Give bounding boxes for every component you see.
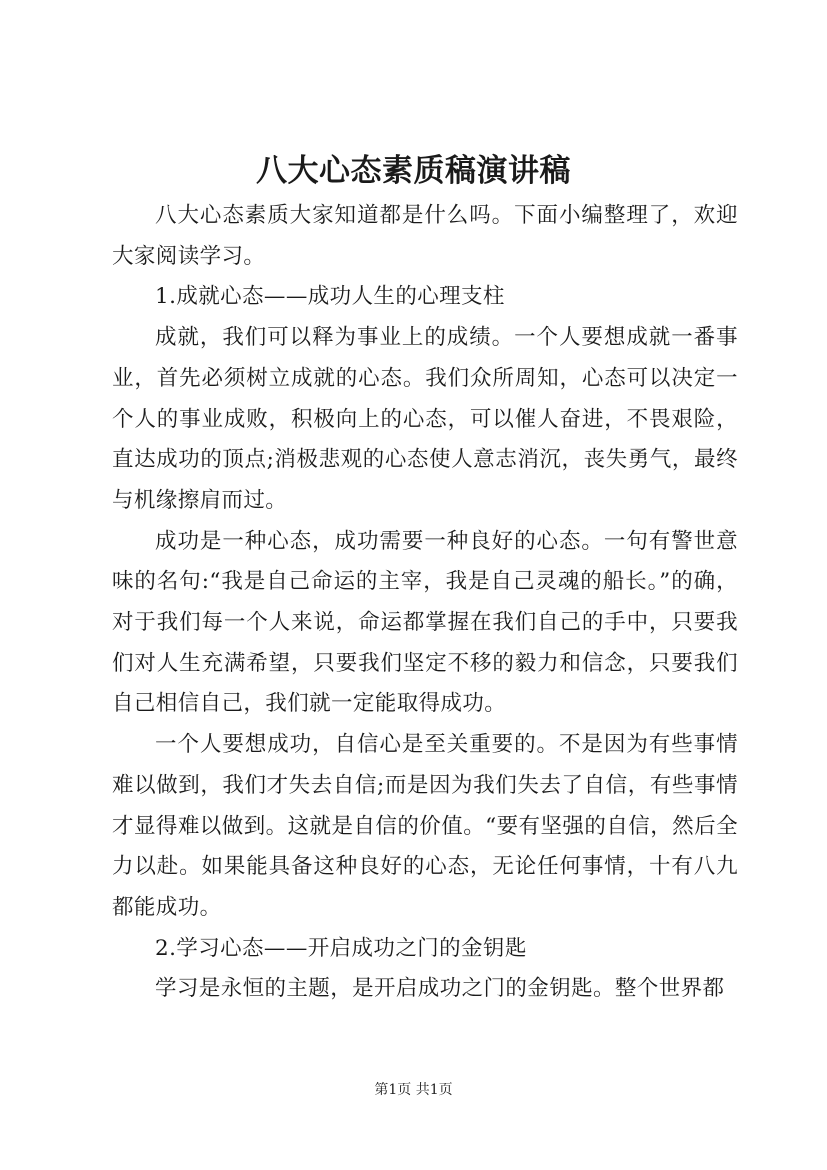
document-body <box>112 196 738 1010</box>
paragraph-achievement-2: 成功是一种心态，成功需要一种良好的心态。一句有警世意味的名句:“我是自己命运的主宰，我是自己灵魂的船长。”的确，对于我们每一个人来说，命运都掌握在我们自己的手中，只要我们对人生充满希望，只要我们坚定不移的毅力和信念，只要我们自己相信自己，我们就一定能取得成功。 <box>112 528 738 717</box>
paragraph-achievement-1: 成就，我们可以释为事业上的成绩。一个人要想成就一番事业，首先必须树立成就的心态。我们众所周知，心态可以决定一个人的事业成败，积极向上的心态，可以催人奋进，不畏艰险，直达成功的顶点;消极悲观的心态使人意志消沉，丧失勇气，最终与机缘擦肩而过。 <box>112 325 738 513</box>
document-title: 八大心态素质稿演讲稿 <box>256 153 571 189</box>
paragraph-learning-1: 学习是永恒的主题，是开启成功之门的金钥匙。整个世界都 <box>155 976 725 1002</box>
section-heading-1: 1.成就心态——成功人生的心理支柱 <box>155 284 505 310</box>
paragraph-intro: 八大心态素质大家知道都是什么吗。下面小编整理了，欢迎大家阅读学习。 <box>112 203 738 269</box>
paragraph-achievement-3: 一个人要想成功，自信心是至关重要的。不是因为有些事情难以做到，我们才失去自信;而是因为我们失去了自信，有些事情才显得难以做到。这就是自信的价值。“要有坚强的自信，然后全力以赴。如果能具备这种良好的心态，无论任何事情，十有八九都能成功。 <box>112 732 738 920</box>
section-heading-2: 2.学习心态——开启成功之门的金钥匙 <box>155 935 527 961</box>
page-footer: 第1页 共1页 <box>374 1082 453 1098</box>
